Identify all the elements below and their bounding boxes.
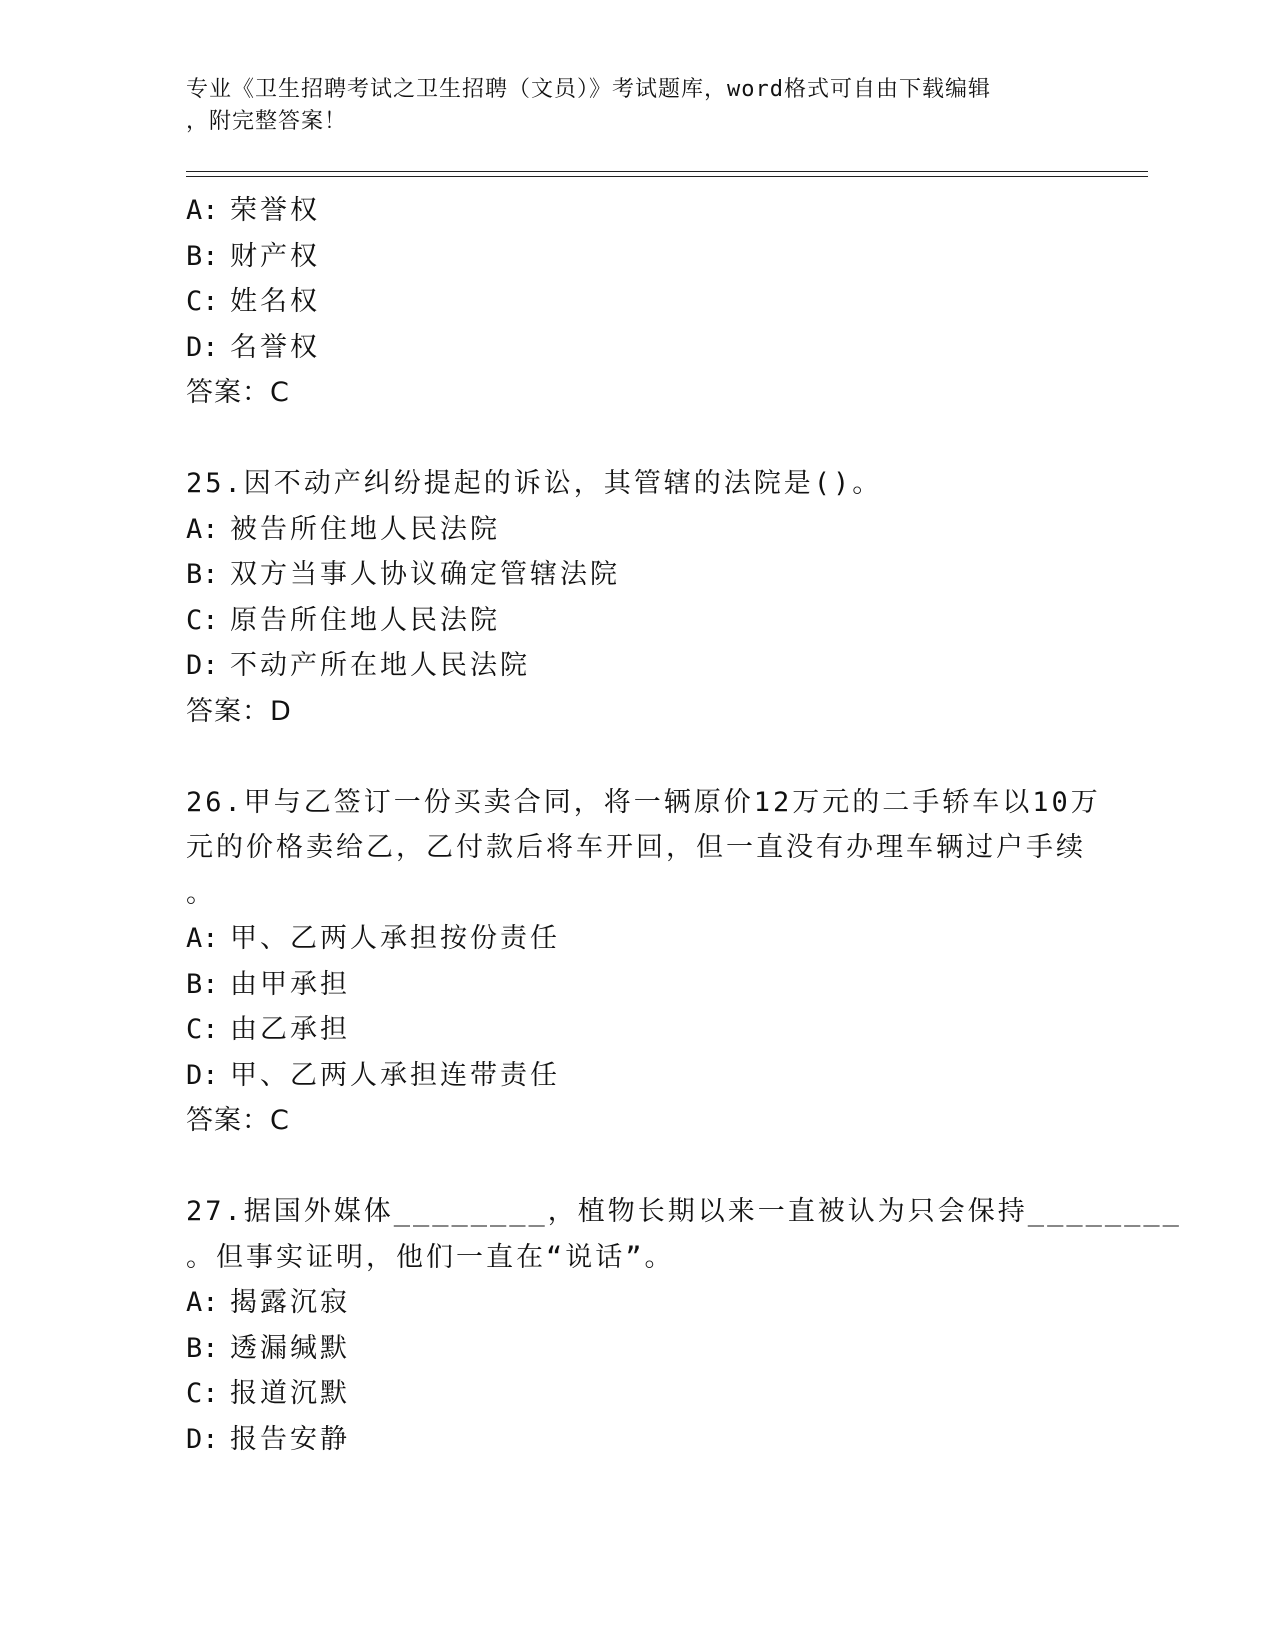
question-24 bbox=[186, 188, 1086, 416]
option-a: A: 被告所住地人民法院 bbox=[186, 513, 500, 545]
option-b: B: 由甲承担 bbox=[186, 968, 350, 1000]
question-25 bbox=[186, 461, 1086, 734]
header-rule-top bbox=[186, 171, 1148, 172]
page-header bbox=[186, 74, 1066, 138]
option-c: C: 姓名权 bbox=[186, 286, 320, 317]
option-text: 财产权 bbox=[230, 240, 320, 272]
question-stem-line-1: 26.甲与乙签订一份买卖合同，将一辆原价12万元的二手轿车以10万 bbox=[186, 786, 1101, 818]
header-line-2: ，附完整答案！ bbox=[186, 109, 348, 134]
option-text: 荣誉权 bbox=[230, 195, 320, 226]
answer: 答案：D bbox=[186, 695, 292, 727]
option-text: 甲、乙两人承担连带责任 bbox=[230, 1059, 560, 1091]
option-text: 原告所住地人民法院 bbox=[230, 604, 500, 636]
option-text: 双方当事人协议确定管辖法院 bbox=[230, 559, 620, 590]
option-b: B: 财产权 bbox=[186, 240, 320, 272]
option-text: 名誉权 bbox=[230, 331, 320, 363]
option-text: 由乙承担 bbox=[230, 1014, 350, 1045]
option-d: D: 报告安静 bbox=[186, 1423, 350, 1455]
question-stem-line-2: 元的价格卖给乙，乙付款后将车开回，但一直没有办理车辆过户手续 bbox=[186, 832, 1086, 863]
option-c: C: 由乙承担 bbox=[186, 1014, 350, 1045]
option-text: 姓名权 bbox=[230, 286, 320, 317]
option-text: 不动产所在地人民法院 bbox=[230, 650, 530, 681]
option-a: A: 荣誉权 bbox=[186, 195, 320, 226]
question-stem-line-2: 。但事实证明，他们一直在“说话”。 bbox=[186, 1241, 675, 1273]
option-d: D: 甲、乙两人承担连带责任 bbox=[186, 1059, 560, 1091]
answer: 答案：C bbox=[186, 377, 290, 408]
option-a: A: 甲、乙两人承担按份责任 bbox=[186, 923, 560, 954]
option-b: B: 透漏缄默 bbox=[186, 1332, 350, 1364]
option-b: B: 双方当事人协议确定管辖法院 bbox=[186, 559, 620, 590]
option-text: 甲、乙两人承担按份责任 bbox=[230, 923, 560, 954]
option-c: C: 原告所住地人民法院 bbox=[186, 604, 500, 636]
option-text: 被告所住地人民法院 bbox=[230, 513, 500, 545]
question-stem: 25.因不动产纠纷提起的诉讼，其管辖的法院是()。 bbox=[186, 468, 883, 499]
option-text: 报告安静 bbox=[230, 1423, 350, 1455]
option-text: 报道沉默 bbox=[230, 1378, 350, 1409]
option-a: A: 揭露沉寂 bbox=[186, 1287, 350, 1318]
header-rule-bottom bbox=[186, 176, 1148, 177]
option-text: 由甲承担 bbox=[230, 968, 350, 1000]
option-text: 透漏缄默 bbox=[230, 1332, 350, 1364]
question-stem-line-1: 27.据国外媒体________，植物长期以来一直被认为只会保持________ bbox=[186, 1196, 1182, 1227]
question-27 bbox=[186, 1189, 1182, 1462]
header-line-1: 专业《卫生招聘考试之卫生招聘（文员）》考试题库，word格式可自由下载编辑 bbox=[186, 77, 991, 102]
option-text: 揭露沉寂 bbox=[230, 1287, 350, 1318]
option-d: D: 名誉权 bbox=[186, 331, 320, 363]
question-list bbox=[186, 188, 1182, 1462]
option-c: C: 报道沉默 bbox=[186, 1378, 350, 1409]
question-26 bbox=[186, 780, 1101, 1144]
option-d: D: 不动产所在地人民法院 bbox=[186, 650, 530, 681]
answer: 答案：C bbox=[186, 1105, 290, 1136]
question-stem-line-3: 。 bbox=[186, 877, 216, 909]
